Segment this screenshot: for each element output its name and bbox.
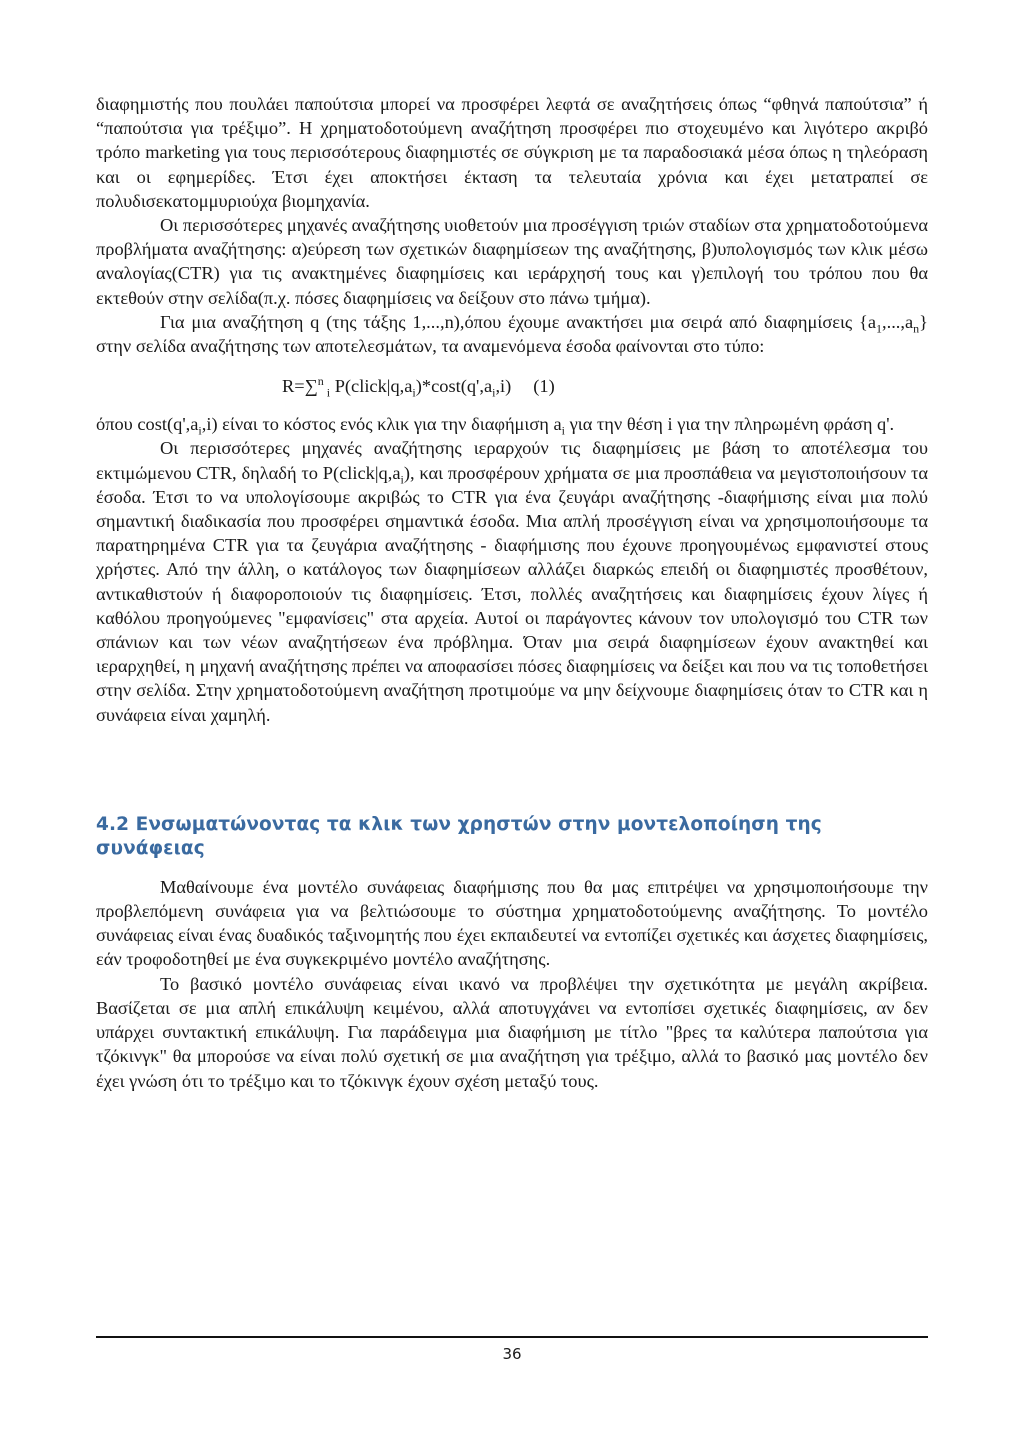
page-content xyxy=(96,92,928,1093)
paragraph-three-stage-approach: Οι περισσότερες μηχανές αναζήτησης υιοθετούν μια προσέγγιση τριών σταδίων στα χρηματοδοτούμενα προβλήματα αναζήτησης: α)εύρεση των σχετικών διαφημίσεων της αναζήτησης, β)υπολογισμός των κλικ μέσω αναλογίας(CTR) για τις ανακτημένες διαφημίσεις και ιεράρχησή τους και γ)επιλογή του τρόπου που θα εκτεθούν στην σελίδα(π.χ. πόσες διαφημίσεις να δείξουν στο πάνω τμήμα). xyxy=(96,215,928,308)
paragraph-ctr-ranking: Οι περισσότερες μηχανές αναζήτησης ιεραρχούν τις διαφημίσεις με βάση το αποτέλεσμα του εκτιμώμενου CTR, δηλαδή το $P(click|q,a_i)$, και προσφέρουν χρήματα σε μια προσπάθεια να μεγιστοποιήσουν τα έσοδα. Έτσι το να υπολογίσουμε ακριβώς το CTR για ένα ζευγάρι αναζήτησης -διαφήμισης είναι μια πολύ σημαντική διαδικασία που προσφέρει σημαντικά έσοδα. Μια απλή προσέγγιση είναι να χρησιμοποιήσουμε τα παρατηρημένα CTR για τα ζευγάρια αναζήτησης - διαφήμισης που έχουνε προηγουμένως εμφανιστεί στους χρήστες. Από την άλλη, ο κατάλογος των διαφημίσεων αλλάζει διαρκώς επειδή οι διαφημιστές προσθέτουν, αντικαθιστούν ή διαφοροποιούν τις διαφημίσεις. Έτσι, πολλές αναζητήσεις και διαφημίσεις έχουν λίγες ή καθόλου προηγούμενες "εμφανίσεις" στα αρχεία. Αυτοί οι παράγοντες κάνουν τον υπολογισμό του CTR των σπάνιων και των νέων αναζητήσεων ένα πρόβλημα. Όταν μια σειρά διαφημίσεων έχουν ανακτηθεί και ιεραρχηθεί, η μηχανή αναζήτησης πρέπει να αποφασίσει πόσες διαφημίσεις να δείξει και που να τις τοποθετήσει στην σελίδα. Στην χρηματοδοτούμενη αναζήτηση προτιμούμε να μην δείχνουμε διαφημίσεις όταν το CTR και η συνάφεια είναι χαμηλή. xyxy=(96,438,928,725)
paragraph-cost-definition: όπου $\cos t(q',a_i,i)$ είναι το κόστος ενός κλικ για την διαφήμιση $a_i$ για την θέση i για την πληρωμένη φράση q'. xyxy=(96,414,895,438)
section-heading: 4.2 Ενσωματώνοντας τα κλικ των χρηστών στην μοντελοποίηση της συνάφειας xyxy=(96,813,822,859)
equation-1: R=∑$^n$ $_i$ $P(click|q,a_i)*\cos t(q',a_i,i)$ (1) xyxy=(282,374,555,400)
paragraph-intro-continued: διαφημιστής που πουλάει παπούτσια μπορεί να προσφέρει λεφτά σε αναζητήσεις όπως “φθηνά παπούτσια” ή “παπούτσια για τρέξιμο”. Η χρηματοδοτούμενη αναζήτηση προσφέρει πιο στοχευμένο και λιγότερο ακριβό τρόπο marketing για τους περισσότερους διαφημιστές σε σύγκριση με τα παραδοσιακά μέσα όπως η τηλεόραση και οι εφημερίδες. Έτσι έχει αποκτήσει έκταση τα τελευταία χρόνια και έχει μετατραπεί σε πολυδισεκατομμυριούχα βιομηχανία. xyxy=(96,94,928,211)
footer-divider xyxy=(96,1336,928,1338)
paragraph-baseline-model: Το βασικό μοντέλο συνάφειας είναι ικανό να προβλέψει την σχετικότητα με μεγάλη ακρίβεια. Βασίζεται σε μια απλή επικάλυψη κειμένου, αλλά αποτυγχάνει να εντοπίσει σχετικές διαφημίσεις, αν δεν υπάρχει συντακτική επικάλυψη. Για παράδειγμα μια διαφήμιση με τίτλο "βρες τα καλύτερα παπούτσια για τζόκινγκ" θα μπορούσε να είναι πολύ σχετική σε μια αναζήτηση για τρέξιμο, αλλά το βασικό μας μοντέλο δεν έχει γνώση ότι το τρέξιμο και το τζόκινγκ έχουν σχέση μεταξύ τους. xyxy=(96,973,928,1091)
paragraph-relevance-model: Μαθαίνουμε ένα μοντέλο συνάφειας διαφήμισης που θα μας επιτρέψει να χρησιμοποιήσουμε την προβλεπόμενη συνάφεια για να βελτιώσουμε το σύστημα χρηματοδοτούμενης αναζήτησης. Το μοντέλο συνάφειας είναι ένας δυαδικός ταξινομητής που έχει εκπαιδευτεί να εντοπίζει σχετικές και άσχετες διαφημίσεις, εάν τροφοδοτηθεί με ένα συγκεκριμένο μοντέλο αναζήτησης. xyxy=(96,876,928,970)
equation-number: (1) xyxy=(533,376,555,397)
paragraph-expected-revenue: Για μια αναζήτηση q (της τάξης 1,...,n),όπου έχουμε ανακτήσει μια σειρά από διαφημίσεις $\{a_1,...,a_n\}$ στην σελίδα αναζήτησης των αποτελεσμάτων, τα αναμενόμενα έσοδα φαίνονται στο τύπο: xyxy=(96,311,928,357)
page-number: 36 xyxy=(502,1345,522,1363)
